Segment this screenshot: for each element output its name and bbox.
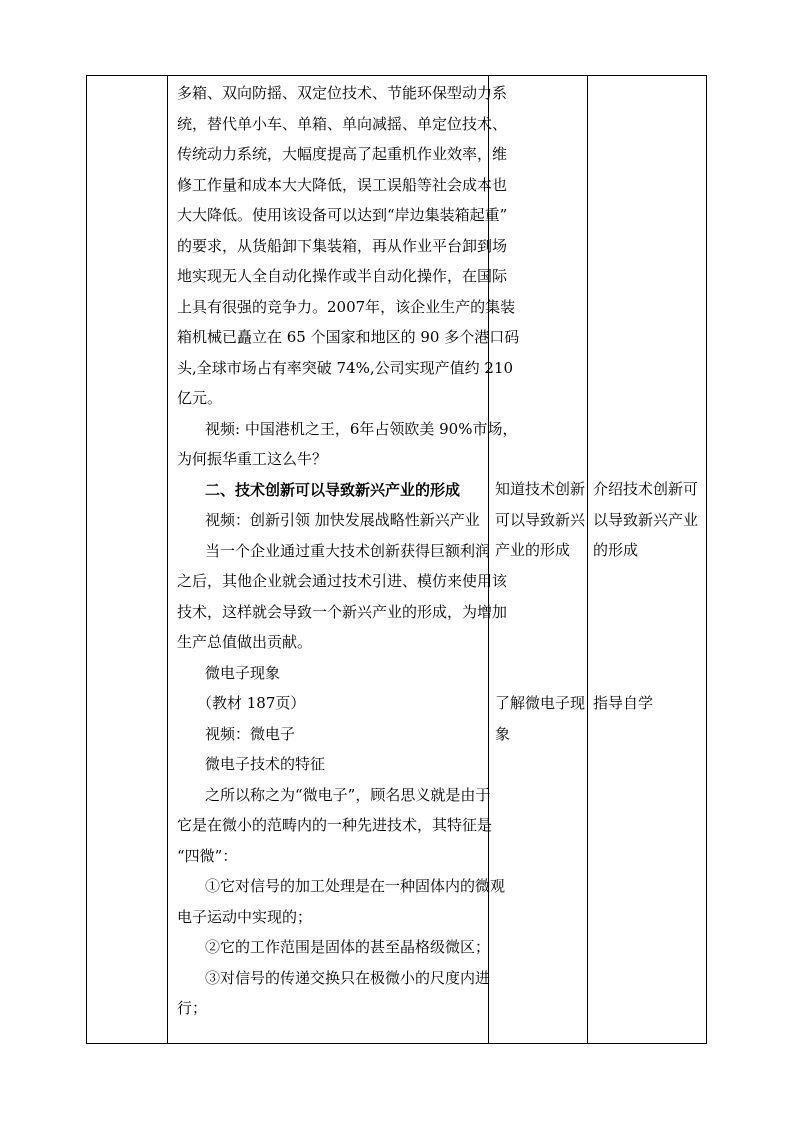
text-line: 电子运动中实现的；	[177, 907, 313, 926]
text-line: 象	[495, 724, 511, 743]
text-line: 技术，这样就会导致一个新兴产业的形成，为增加	[177, 602, 508, 621]
text-line: 上具有很强的竞争力。2007年，该企业生产的集装	[177, 297, 516, 316]
text-line: 微电子现象	[205, 663, 281, 682]
text-line: 亿元。	[177, 389, 223, 407]
text-line: 了解微电子现	[495, 694, 586, 712]
text-line: 的要求，从货船卸下集装箱，再从作业平台卸到场	[177, 236, 508, 255]
teacher-activity-a	[591, 474, 703, 566]
text-line: 多箱、双向防摇、双定位技术、节能环保型动力系	[177, 84, 508, 102]
text-line: 指导自学	[593, 694, 654, 712]
teacher-activity-b	[591, 688, 703, 719]
text-line: ①它对信号的加工处理是在一种固体内的微观	[205, 877, 506, 895]
text-line: 以导致新兴产业	[593, 510, 699, 529]
text-line: 头,全球市场占有率突破 74%,公司实现产值约 210	[177, 358, 514, 377]
section-heading: 二、技术创新可以导致新兴产业的形成	[205, 480, 461, 499]
student-activity-a	[493, 474, 589, 566]
text-line: 微电子技术的特征	[205, 755, 326, 773]
text-line: 之后，其他企业就会通过技术引进、模仿来使用该	[177, 572, 508, 590]
text-line: 大大降低。使用该设备可以达到“岸边集装箱起重”	[177, 206, 508, 224]
text-line: 行；	[177, 999, 208, 1017]
column-divider	[167, 76, 168, 1043]
text-line: ②它的工作范围是固体的甚至晶格级微区；	[205, 938, 491, 956]
text-line: 当一个企业通过重大技术创新获得巨额利润	[205, 541, 491, 560]
text-line: 修工作量和成本大大降低，误工误船等社会成本也	[177, 175, 508, 194]
content-column	[173, 78, 520, 1024]
text-line: 视频：微电子	[205, 724, 296, 743]
text-line: 传统动力系统，大幅度提高了起重机作业效率，维	[177, 145, 508, 163]
student-activity-b	[493, 688, 589, 749]
text-line: 产业的形成	[495, 541, 571, 559]
text-line: 统，替代单小车、单箱、单向减摇、单定位技术、	[177, 114, 508, 133]
text-line: （教材 187页）	[197, 694, 306, 712]
text-line: 生产总值做出贡献。	[177, 633, 313, 651]
text-line: 为何振华重工这么牛？	[177, 450, 328, 468]
text-line: 知道技术创新	[495, 480, 586, 498]
text-line: 它是在微小的范畴内的一种先进技术，其特征是	[177, 816, 493, 834]
text-line: “四微”：	[177, 846, 238, 865]
text-line: 地实现无人全自动化操作或半自动化操作，在国际	[177, 267, 508, 285]
text-line: 的形成	[593, 541, 639, 559]
text-line: 之所以称之为“微电子”，顾名思义就是由于	[205, 785, 491, 804]
text-line: 介绍技术创新可	[593, 480, 699, 498]
text-line: 可以导致新兴	[495, 510, 586, 529]
text-line: 视频：创新引领 加快发展战略性新兴产业	[205, 511, 480, 529]
text-line: ③对信号的传递交换只在极微小的尺度内进	[205, 968, 491, 987]
text-line: 视频: 中国港机之王，6年占领欧美 90%市场，	[205, 419, 518, 438]
text-line: 箱机械已矗立在 65 个国家和地区的 90 多个港口码	[177, 328, 520, 346]
lesson-table	[86, 75, 707, 1044]
